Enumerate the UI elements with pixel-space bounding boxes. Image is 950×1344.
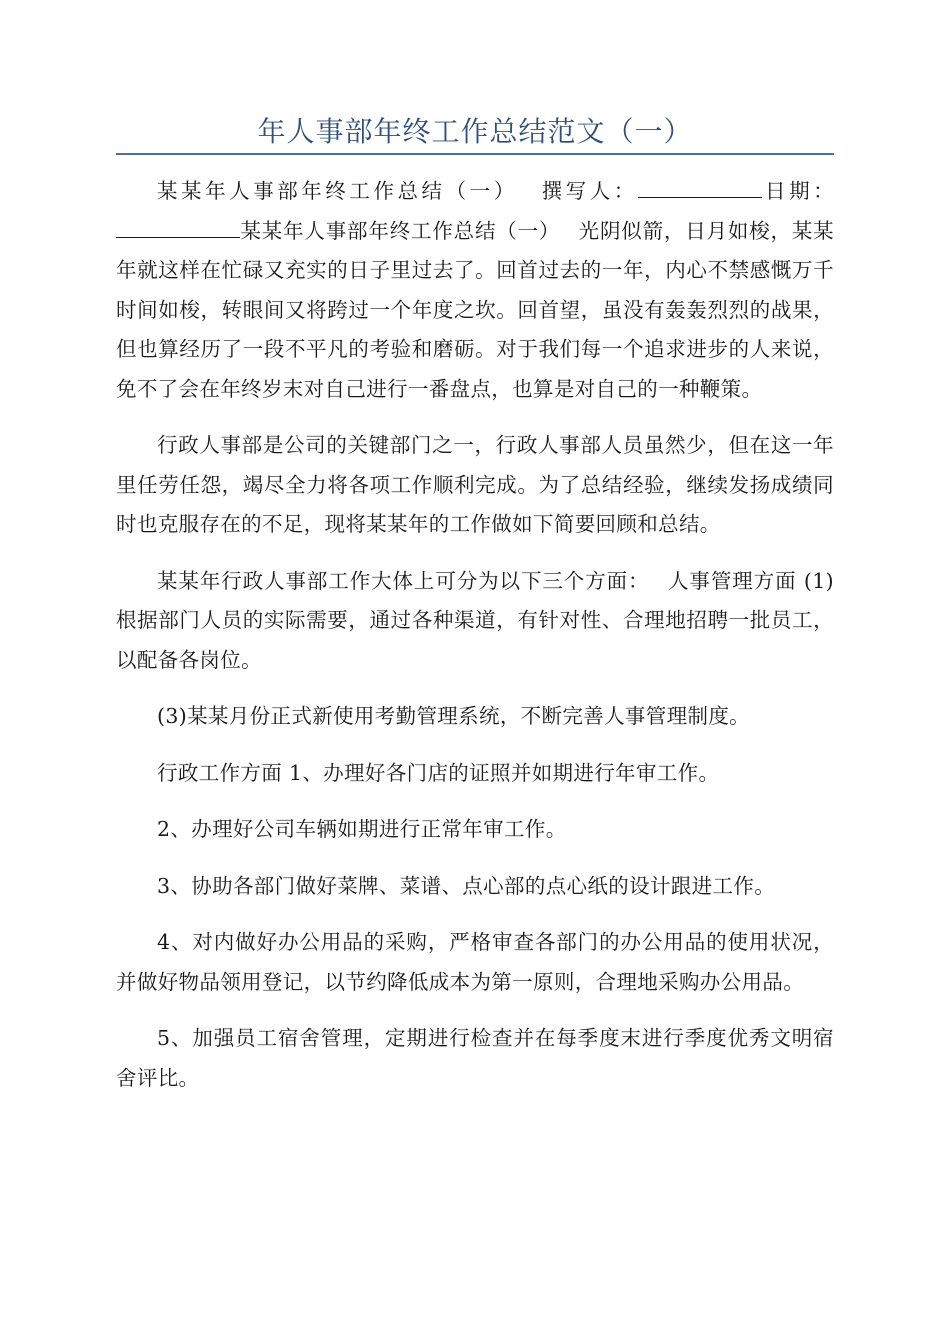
paragraph: 5、加强员工宿舍管理，定期进行检查并在每季度末进行季度优秀文明宿舍评比。 xyxy=(116,1026,834,1090)
title-underline xyxy=(116,153,834,155)
header-text-part3: 某某年人事部年终工作总结（一） 光阴似箭，日月如梭，某某年就这样在忙碌又充实的日子里过去了。回首过去的一年，内心不禁感慨万千时间如梭，转眼间又将跨过一个年度之坎。回首望，虽没有轰轰烈烈的战果，但也算经历了一段不平凡的考验和磨砺。对于我们每一个追求进步的人来说，免不了会在年终岁末对自己进行一番盘点，也算是对自己的一种鞭策。 xyxy=(116,218,834,401)
document-title: 年人事部年终工作总结范文（一） xyxy=(257,115,693,148)
header-text-part1: 某某年人事部年终工作总结（一） 撰写人： xyxy=(157,179,638,203)
author-blank xyxy=(638,179,762,198)
header-text-part2: 日期： xyxy=(761,179,834,203)
paragraph: 3、协助各部门做好菜牌、菜谱、点心部的点心纸的设计跟进工作。 xyxy=(157,873,776,898)
paragraph: (3)某某月份正式新使用考勤管理系统，不断完善人事管理制度。 xyxy=(157,704,751,728)
paragraph: 2、办理好公司车辆如期进行正常年审工作。 xyxy=(157,817,567,841)
document-body xyxy=(116,172,834,1115)
paragraph: 某某年行政人事部工作大体上可分为以下三个方面： 人事管理方面 (1)根据部门人员的实际需要，通过各种渠道，有针对性、合理地招聘一批员工，以配备各岗位。 xyxy=(116,568,834,672)
paragraph: 4、对内做好办公用品的采购，严格审查各部门的办公用品的使用状况，并做好物品领用登记，以节约降低成本为第一原则，合理地采购办公用品。 xyxy=(116,930,834,994)
paragraph: 行政工作方面 1、办理好各门店的证照并如期进行年审工作。 xyxy=(157,760,720,785)
date-blank xyxy=(116,219,240,238)
header-paragraph xyxy=(116,172,834,409)
paragraph: 行政人事部是公司的关键部门之一，行政人事部人员虽然少，但在这一年里任劳任怨，竭尽全力将各项工作顺利完成。为了总结经验，继续发扬成绩同时也克服存在的不足，现将某某年的工作做如下简要回顾和总结。 xyxy=(116,433,834,536)
